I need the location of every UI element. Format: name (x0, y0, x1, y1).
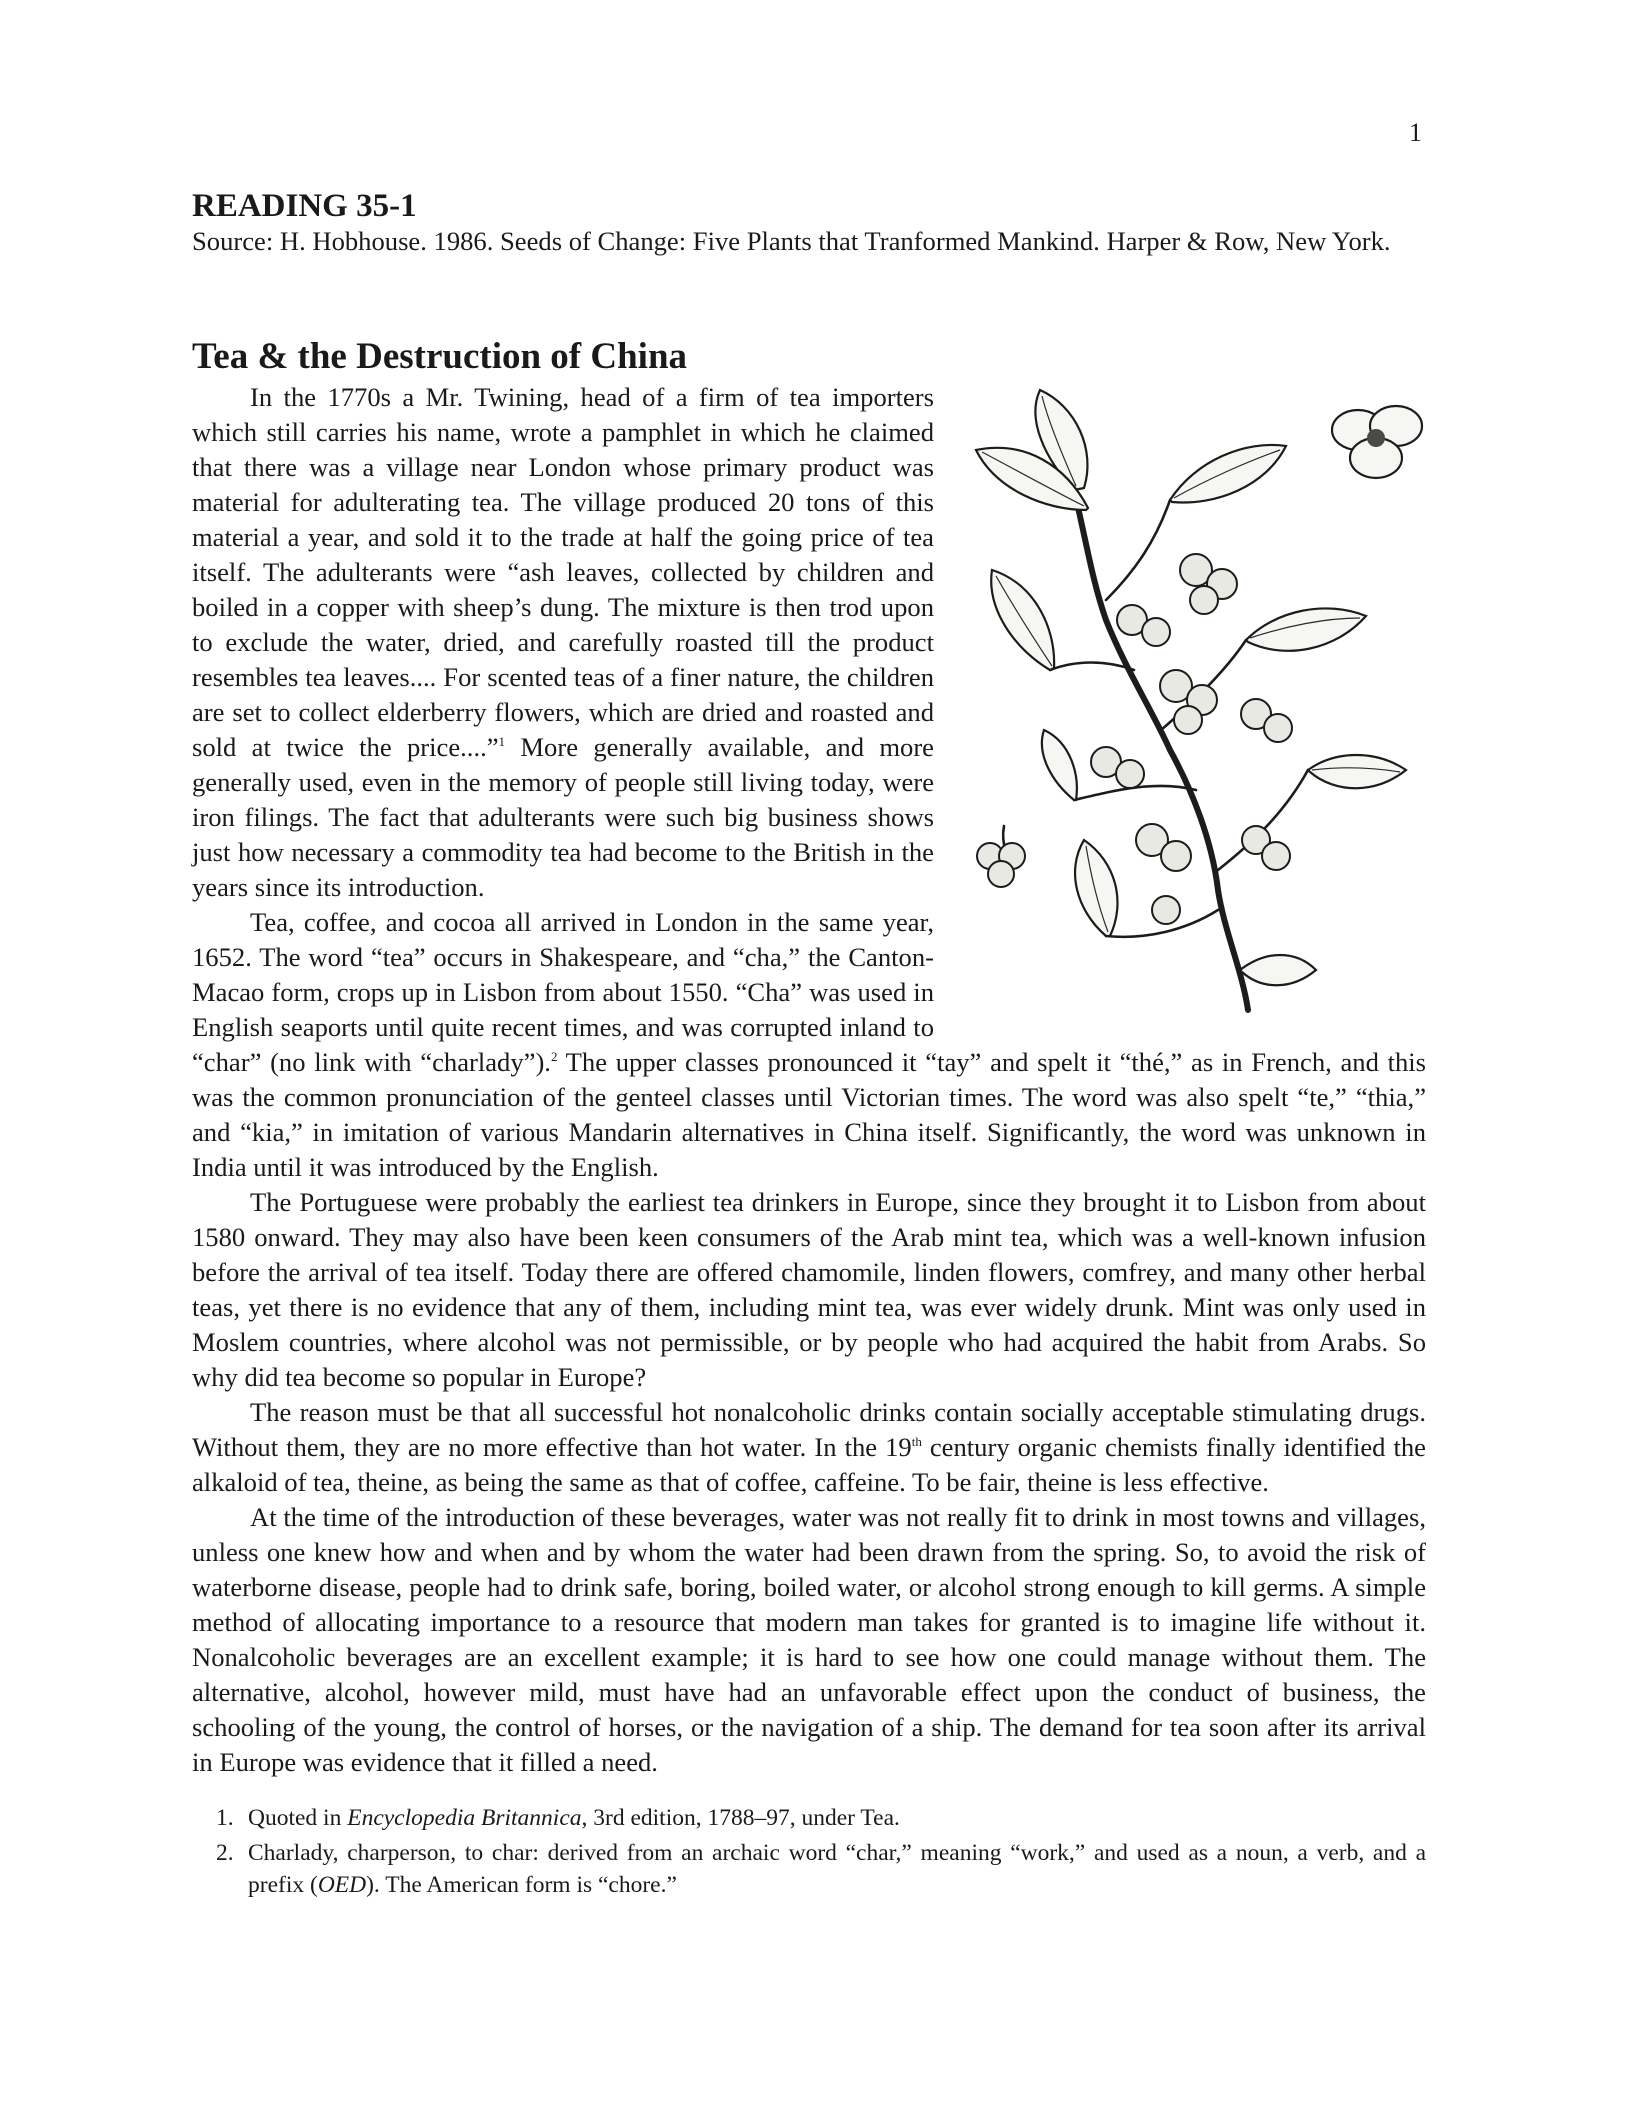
footnotes (192, 1802, 1426, 1904)
paragraph-4-text-after: century organic chemists finally identified the alkaloid of tea, theine, as being the same as that of coffee, caffeine. To be fair, theine is less effective. (192, 1432, 1426, 1497)
footnote-italic: OED (317, 1872, 367, 1898)
footnote-2 (192, 1837, 1426, 1901)
tea-plant-illustration-icon (956, 370, 1446, 1024)
footnote-ref-2: 2 (550, 1049, 558, 1065)
paragraph-1-text: In the 1770s a Mr. Twining, head of a firm of tea importers which still carries his name, wrote a pamphlet in which he claimed that there was a village near London whose primary product was material for adulterating tea. The village produced 20 tons of this material a year, and sold it to the trade at half the going price of tea itself. The adulterants were “ash leaves, collected by children and boiled in a copper with sheep’s dung. The mixture is then trod upon to exclude the water, dried, and carefully roasted till the product resembles tea leaves.... For scented teas of a finer nature, the children are set to collect elderberry flowers, which are dried and roasted and sold at twice the price....” (192, 382, 934, 762)
paragraph-3: The Portuguese were probably the earliest tea drinkers in Europe, since they brought it to Lisbon from about 1580 onward. They may also have been keen consumers of the Arab mint tea, which was a well-known infusion before the arrival of tea itself. Today there are offered chamomile, linden flowers, comfrey, and many other herbal teas, yet there is no evidence that any of them, including mint tea, was ever widely drunk. Mint was only used in Moslem countries, where alcohol was not permissible, or by people who had acquired the habit from Arabs. So why did tea become so popular in Europe? (192, 1187, 1426, 1392)
paragraph-2-text-after: The upper classes pronounced it “tay” and spelt it “thé,” as in French, and this was the common pronunciation of the genteel classes until Victorian times. The word was also spelt “te,” “thia,” and “kia,” in imitation of various Mandarin alternatives in China itself. Significantly, the word was unknown in India until it was introduced by the English. (192, 1047, 1427, 1182)
footnote-text: Charlady, charperson, to char: derived from an archaic word “char,” meaning “work,” and used as a noun, a verb, and a prefix ( (248, 1840, 1426, 1898)
footnote-text-after: , 3rd edition, 1788–97, under Tea. (581, 1805, 900, 1831)
source-citation: Source: H. Hobhouse. 1986. Seeds of Change: Five Plants that Tranformed Mankind. Harper & Row, New York. (192, 226, 1391, 256)
footnote-italic: Encyclopedia Britannica (347, 1805, 582, 1831)
paragraph-1-text-after: More generally available, and more generally used, even in the memory of people still living today, were iron filings. The fact that adulterants were such big business shows just how necessary a commodity tea had become to the British in the years since its introduction. (192, 732, 934, 902)
footnote-text: Quoted in (248, 1805, 348, 1831)
footnote-1 (192, 1802, 1426, 1834)
footnote-ref-1: 1 (498, 734, 506, 750)
article (192, 334, 1426, 1780)
superscript-th: th (911, 1434, 922, 1450)
paragraph-2-text: Tea, coffee, and cocoa all arrived in London in the same year, 1652. The word “tea” occurs in Shakespeare, and “cha,” the Canton-Macao form, crops up in Lisbon from about 1550. “Cha” was used in English seaports until quite recent times, and was corrupted inland to “char” (no link with “charlady”). (192, 907, 934, 1077)
page-number: 1 (1409, 118, 1422, 147)
footnote-text-after: ). The American form is “chore.” (366, 1872, 677, 1898)
footnote-number: 1. (216, 1805, 234, 1831)
article-title: Tea & the Destruction of China (192, 336, 688, 377)
paragraph-4-text: The reason must be that all successful hot nonalcoholic drinks contain socially acceptable stimulating drugs. Without them, they are no more effective than hot water. In the 19 (192, 1397, 1426, 1462)
footnote-number: 2. (216, 1840, 234, 1866)
paragraph-5: At the time of the introduction of these beverages, water was not really fit to drink in most towns and villages, unless one knew how and when and by whom the water had been drawn from the spring. So, to avoid the risk of waterborne disease, people had to drink safe, boring, boiled water, or alcohol strong enough to kill germs. A simple method of allocating importance to a resource that modern man takes for granted is to imagine life without it. Nonalcoholic beverages are an excellent example; it is hard to see how one could manage without them. The alternative, alcohol, however mild, must have had an unfavorable effect upon the conduct of business, the schooling of the young, the control of horses, or the navigation of a ship. The demand for tea soon after its arrival in Europe was evidence that it filled a need. (192, 1502, 1426, 1777)
reading-id: READING 35-1 (192, 188, 417, 224)
paragraph-4 (192, 1395, 1426, 1500)
